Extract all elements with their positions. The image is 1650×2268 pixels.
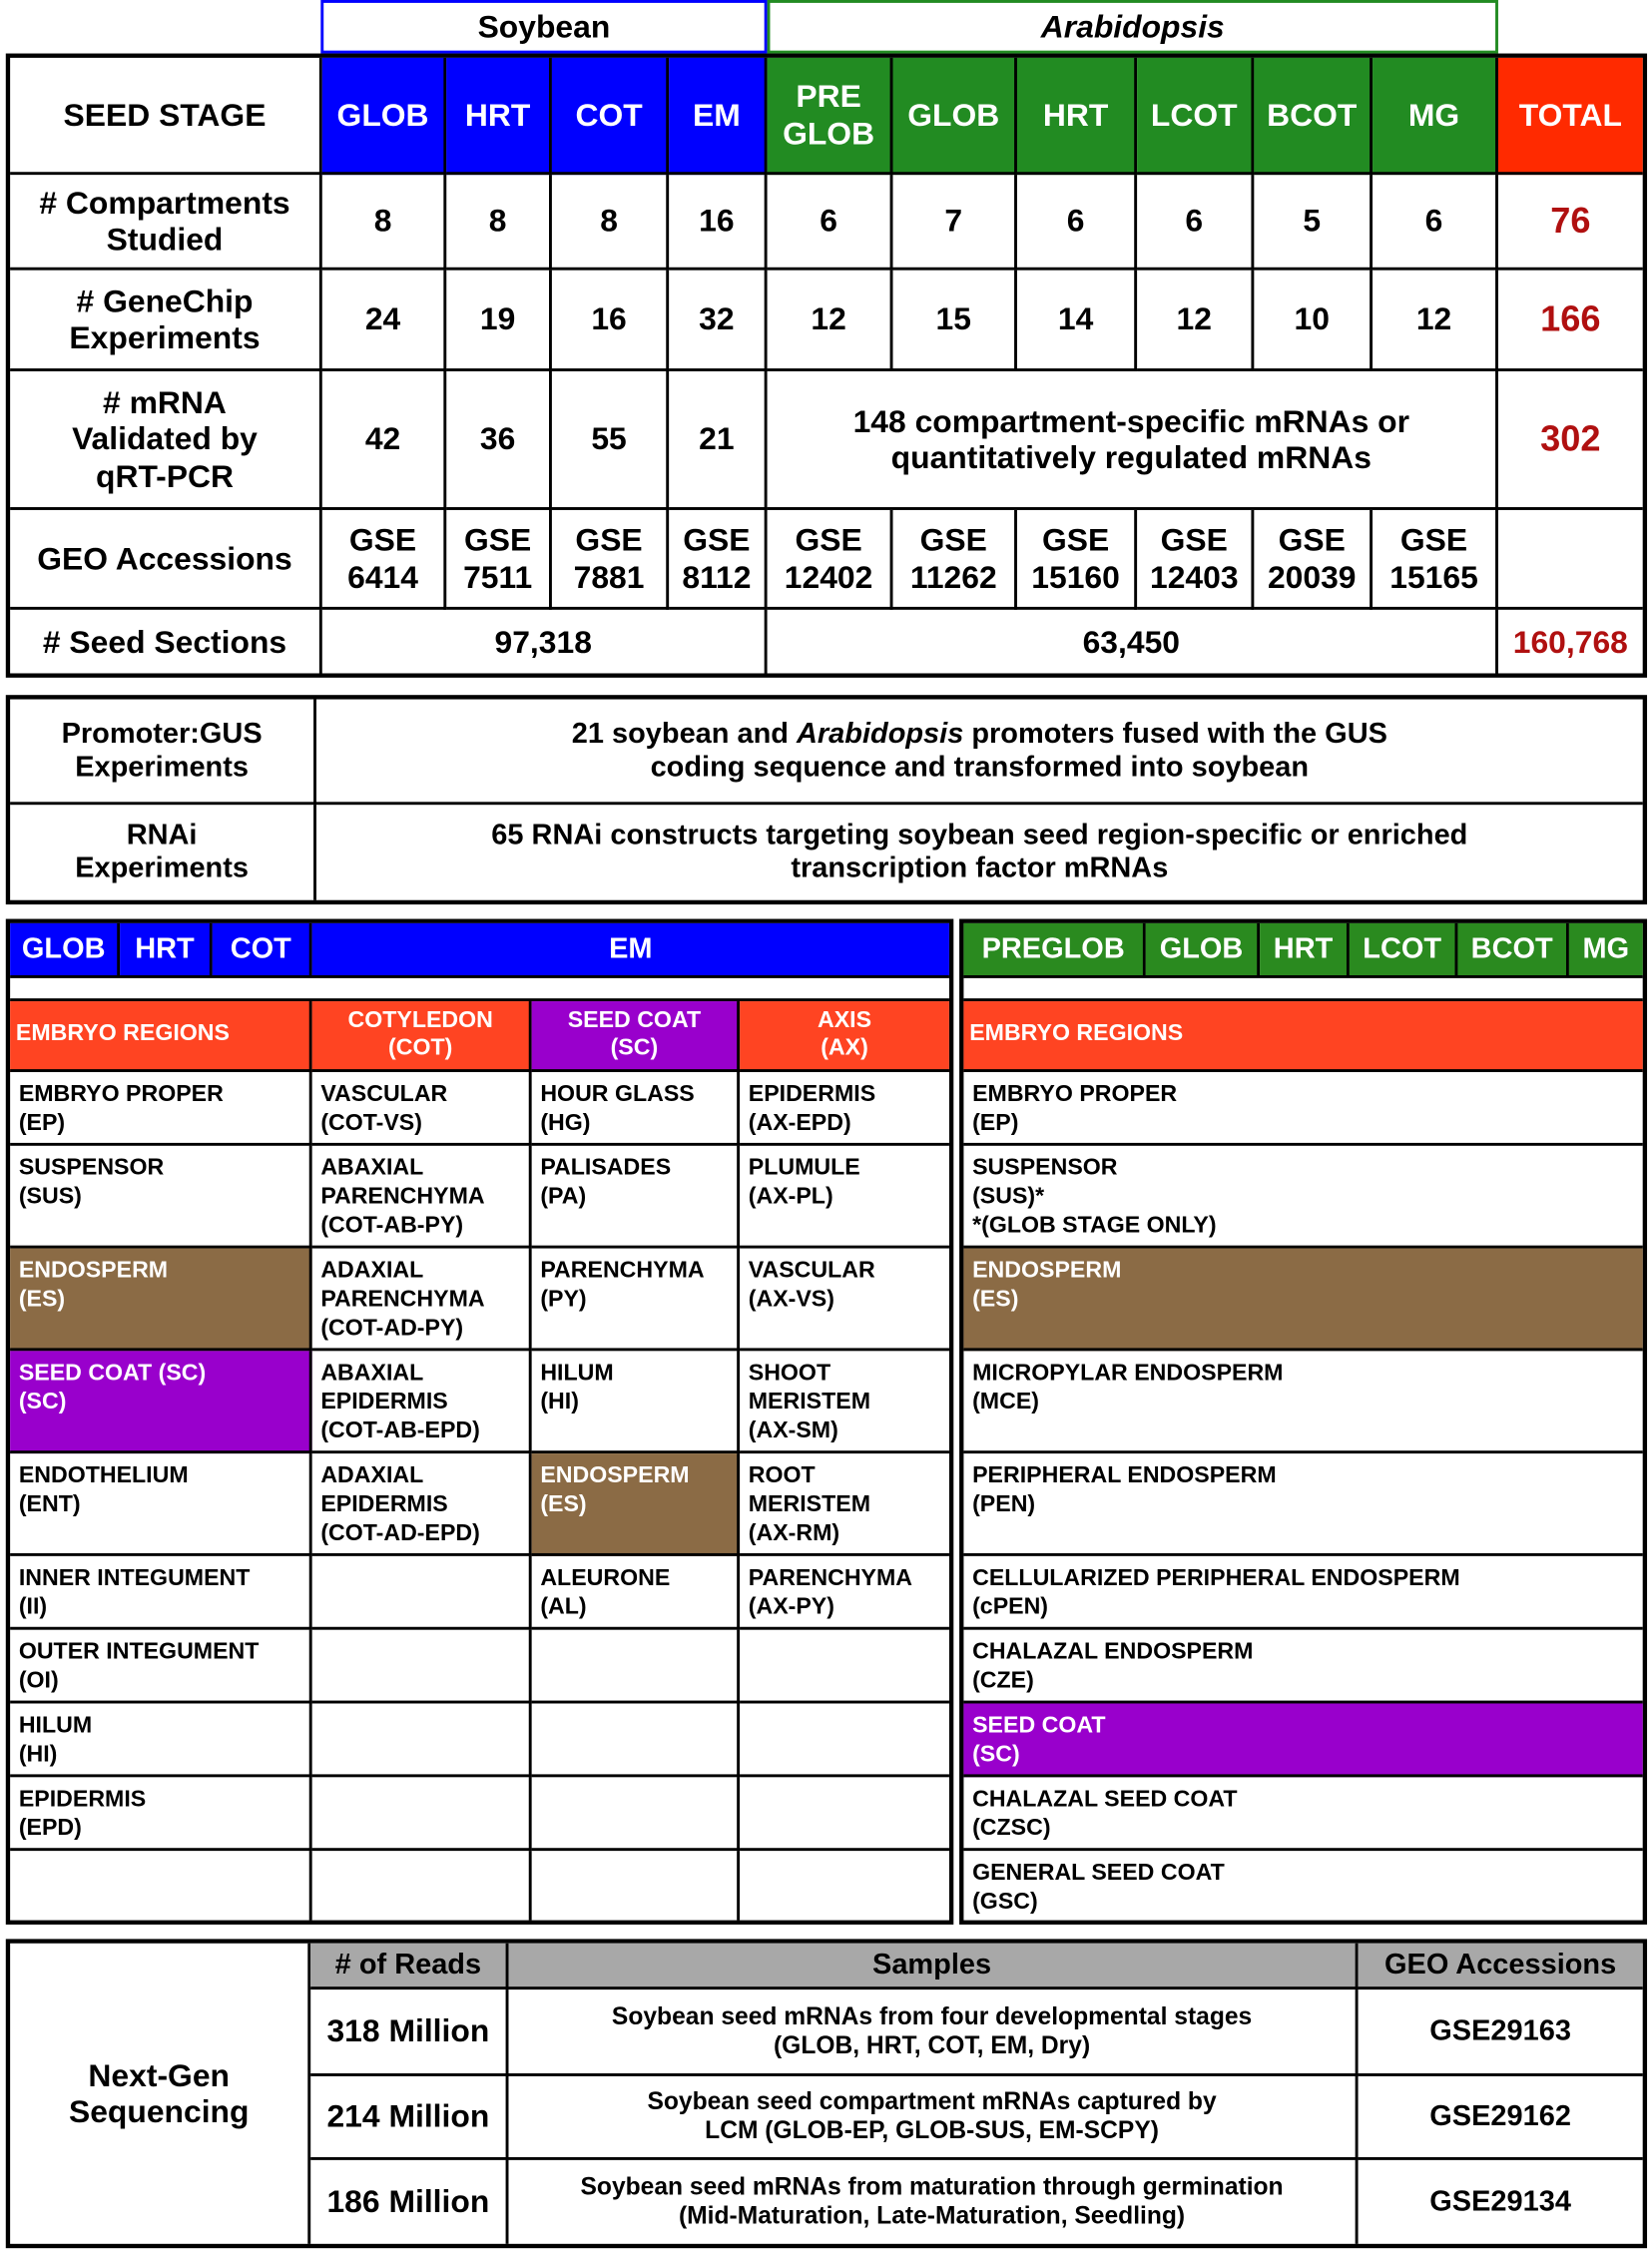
soy-region-cell: PLUMULE (AX-PL) [740, 1146, 949, 1249]
ngs-header: # of Reads [310, 1944, 508, 1989]
arab-stage-tab: BCOT [1457, 923, 1568, 975]
row-value: 16 [669, 175, 767, 271]
soy-region-cell: EPIDERMIS (EPD) [10, 1777, 312, 1851]
row-value: 6 [1017, 175, 1137, 271]
arab-region-cell: CELLULARIZED PERIPHERAL ENDOSPERM (cPEN) [963, 1556, 1642, 1630]
soy-region-cell [312, 1630, 532, 1704]
arab-stage-divider [963, 975, 1642, 1001]
row-value: GSE 7511 [446, 510, 552, 610]
species-arabidopsis: Arabidopsis [768, 0, 1498, 54]
row-value: 16 [552, 271, 669, 371]
row-value: 10 [1254, 271, 1373, 371]
soy-region-cell: HILUM (HI) [532, 1351, 740, 1453]
row-value: GSE 7881 [552, 510, 669, 610]
ngs-label: Next-Gen Sequencing [10, 1944, 310, 2244]
ngs-reads: 318 Million [310, 1989, 508, 2076]
arab-region-cell: EMBRYO PROPER (EP) [963, 1072, 1642, 1146]
arabidopsis-qrt-text: 148 compartment-specific mRNAs or quantitatively regulated mRNAs [768, 371, 1498, 510]
soy-region-cell [312, 1703, 532, 1777]
soy-region-cell: ADAXIAL PARENCHYMA (COT-AD-PY) [312, 1249, 532, 1352]
ngs-geo: GSE29163 [1359, 1989, 1643, 2076]
row-value: 8 [322, 175, 446, 271]
row-value: GSE 6414 [322, 510, 446, 610]
ngs-samples: Soybean seed compartment mRNAs captured by LCM (GLOB-EP, GLOB-SUS, EM-SCPY) [508, 2076, 1358, 2160]
gus-text [316, 700, 1643, 806]
row-value: GSE 12403 [1137, 510, 1254, 610]
ngs-samples: Soybean seed mRNAs from maturation through germination (Mid-Maturation, Late-Maturation, Seedling) [508, 2160, 1358, 2244]
arab-stage-tab: MG [1569, 923, 1643, 975]
arab-stage-tab: HRT [1260, 923, 1350, 975]
ngs-header: GEO Accessions [1359, 1944, 1643, 1989]
soy-region-cell [740, 1630, 949, 1704]
soy-region-header: AXIS (AX) [740, 1001, 949, 1072]
soy-stage-tab: EM [312, 923, 949, 975]
soy-region-header: COTYLEDON (COT) [312, 1001, 532, 1072]
soy-region-cell: ENDOSPERM (ES) [10, 1249, 312, 1352]
soy-region-cell [312, 1556, 532, 1630]
soy-region-cell [312, 1777, 532, 1851]
soy-region-cell: ALEURONE (AL) [532, 1556, 740, 1630]
row-value: GSE 8112 [669, 510, 767, 610]
arab-region-cell: MICROPYLAR ENDOSPERM (MCE) [963, 1351, 1642, 1453]
stage-header: COT [552, 58, 669, 175]
soy-region-header: SEED COAT (SC) [532, 1001, 740, 1072]
row-label: # Compartments Studied [10, 175, 322, 271]
soy-region-cell: ABAXIAL EPIDERMIS (COT-AB-EPD) [312, 1351, 532, 1453]
stage-header: GLOB [892, 58, 1016, 175]
soy-region-cell: HOUR GLASS (HG) [532, 1072, 740, 1146]
soy-region-header: EMBRYO REGIONS [10, 1001, 312, 1072]
soy-region-cell: ABAXIAL PARENCHYMA (COT-AB-PY) [312, 1146, 532, 1249]
row-value: 15 [892, 271, 1016, 371]
soy-region-cell [10, 1851, 312, 1920]
soy-region-cell [532, 1703, 740, 1777]
stage-header: HRT [1017, 58, 1137, 175]
row-value: GSE 11262 [892, 510, 1016, 610]
gus-text-b: Arabidopsis [797, 717, 964, 750]
soy-region-cell: PARENCHYMA (PY) [532, 1249, 740, 1352]
species-soybean: Soybean [320, 0, 767, 54]
arab-region-cell: SUSPENSOR (SUS)* *(GLOB STAGE ONLY) [963, 1146, 1642, 1249]
arab-stage-tab: GLOB [1146, 923, 1260, 975]
row-label: # mRNA Validated by qRT-PCR [10, 371, 322, 510]
ngs-geo: GSE29134 [1429, 2185, 1571, 2218]
soy-region-cell: VASCULAR (AX-VS) [740, 1249, 949, 1352]
row-value: 55 [552, 371, 669, 510]
soy-region-cell: ROOT MERISTEM (AX-RM) [740, 1453, 949, 1556]
row-value: 32 [669, 271, 767, 371]
row-value: 19 [446, 271, 552, 371]
soy-region-cell [532, 1851, 740, 1920]
row-total: 302 [1498, 371, 1643, 510]
soy-region-cell: PALISADES (PA) [532, 1146, 740, 1249]
total-header: TOTAL [1498, 58, 1643, 175]
arab-region-cell: ENDOSPERM (ES) [963, 1249, 1642, 1352]
row-value: 8 [446, 175, 552, 271]
stage-header: EM [669, 58, 767, 175]
row-value: 36 [446, 371, 552, 510]
stage-header: BCOT [1254, 58, 1373, 175]
ngs-reads: 214 Million [310, 2076, 508, 2160]
ngs-geo: GSE29162 [1359, 2076, 1643, 2160]
soy-region-cell: SHOOT MERISTEM (AX-SM) [740, 1351, 949, 1453]
ngs-reads: 186 Million [310, 2160, 508, 2244]
arab-region-cell: SEED COAT (SC) [963, 1703, 1642, 1777]
row-total: 76 [1498, 175, 1643, 271]
soy-region-cell: SEED COAT (SC) (SC) [10, 1351, 312, 1453]
soy-region-cell [740, 1777, 949, 1851]
arab-stage-tab: PREGLOB [963, 923, 1145, 975]
gus-label: Promoter:GUS Experiments [10, 700, 316, 806]
soy-region-cell: EMBRYO PROPER (EP) [10, 1072, 312, 1146]
row-value: 6 [768, 175, 893, 271]
soy-region-cell: OUTER INTEGUMENT (OI) [10, 1630, 312, 1704]
rnai-label: RNAi Experiments [10, 805, 316, 900]
row-value: 12 [768, 271, 893, 371]
soybean-seed-sections: 97,318 [322, 610, 768, 675]
stage-header: GLOB [322, 58, 446, 175]
stage-header: LCOT [1137, 58, 1254, 175]
soy-region-cell: VASCULAR (COT-VS) [312, 1072, 532, 1146]
arab-stage-tab: LCOT [1350, 923, 1458, 975]
row-value: 8 [552, 175, 669, 271]
soy-region-cell: HILUM (HI) [10, 1703, 312, 1777]
soy-region-cell [740, 1851, 949, 1920]
gus-text-c: promoters fused with the GUS coding sequence and transformed into soybean [650, 717, 1387, 783]
stage-header: HRT [446, 58, 552, 175]
gus-text-a: 21 soybean and [571, 717, 798, 750]
soy-region-cell: INNER INTEGUMENT (II) [10, 1556, 312, 1630]
ngs-header: Samples [508, 1944, 1358, 1989]
row-value: 21 [669, 371, 767, 510]
soy-stage-divider [10, 975, 949, 1001]
row-value: GSE 20039 [1254, 510, 1373, 610]
row-value: 5 [1254, 175, 1373, 271]
arab-region-cell: GENERAL SEED COAT (GSC) [972, 1861, 1225, 1915]
row-value: 6 [1373, 175, 1498, 271]
soy-region-cell: ENDOSPERM (ES) [532, 1453, 740, 1556]
row-value: 24 [322, 271, 446, 371]
stage-header: PRE GLOB [768, 58, 893, 175]
arab-region-cell: CHALAZAL SEED COAT (CZSC) [963, 1777, 1642, 1851]
soy-stage-tab: GLOB [10, 923, 120, 975]
rnai-text: 65 RNAi constructs targeting soybean seed region-specific or enriched transcription factor mRNAs [491, 819, 1468, 884]
soy-region-cell: PARENCHYMA (AX-PY) [740, 1556, 949, 1630]
row-value: 7 [892, 175, 1016, 271]
row-value: 42 [322, 371, 446, 510]
soy-region-cell [312, 1851, 532, 1920]
row-value: GSE 12402 [768, 510, 893, 610]
soy-region-cell: ENDOTHELIUM (ENT) [10, 1453, 312, 1556]
stage-header: MG [1373, 58, 1498, 175]
row-total: 166 [1498, 271, 1643, 371]
arabidopsis-seed-sections: 63,450 [768, 610, 1498, 675]
soy-region-cell [532, 1777, 740, 1851]
seed-stage-label: SEED STAGE [10, 58, 322, 175]
row-total: 160,768 [1512, 624, 1628, 661]
arab-region-cell: PERIPHERAL ENDOSPERM (PEN) [963, 1453, 1642, 1556]
row-value: GSE 15165 [1373, 510, 1498, 610]
row-value: 12 [1137, 271, 1254, 371]
soy-region-cell [740, 1703, 949, 1777]
ngs-samples: Soybean seed mRNAs from four developmental stages (GLOB, HRT, COT, EM, Dry) [508, 1989, 1358, 2076]
row-value: 12 [1373, 271, 1498, 371]
row-value: 6 [1137, 175, 1254, 271]
arab-region-header: EMBRYO REGIONS [963, 1001, 1642, 1072]
row-label: GEO Accessions [10, 510, 322, 610]
soy-stage-tab: COT [213, 923, 312, 975]
row-total [1498, 510, 1643, 610]
soy-region-cell: EPIDERMIS (AX-EPD) [740, 1072, 949, 1146]
row-label: # Seed Sections [10, 610, 322, 675]
arab-region-cell: CHALAZAL ENDOSPERM (CZE) [963, 1630, 1642, 1704]
row-label: # GeneChip Experiments [10, 271, 322, 371]
row-value: GSE 15160 [1017, 510, 1137, 610]
soy-stage-tab: HRT [120, 923, 213, 975]
row-value: 14 [1017, 271, 1137, 371]
soy-region-cell [532, 1630, 740, 1704]
soy-region-cell: SUSPENSOR (SUS) [10, 1146, 312, 1249]
soy-region-cell: ADAXIAL EPIDERMIS (COT-AD-EPD) [312, 1453, 532, 1556]
